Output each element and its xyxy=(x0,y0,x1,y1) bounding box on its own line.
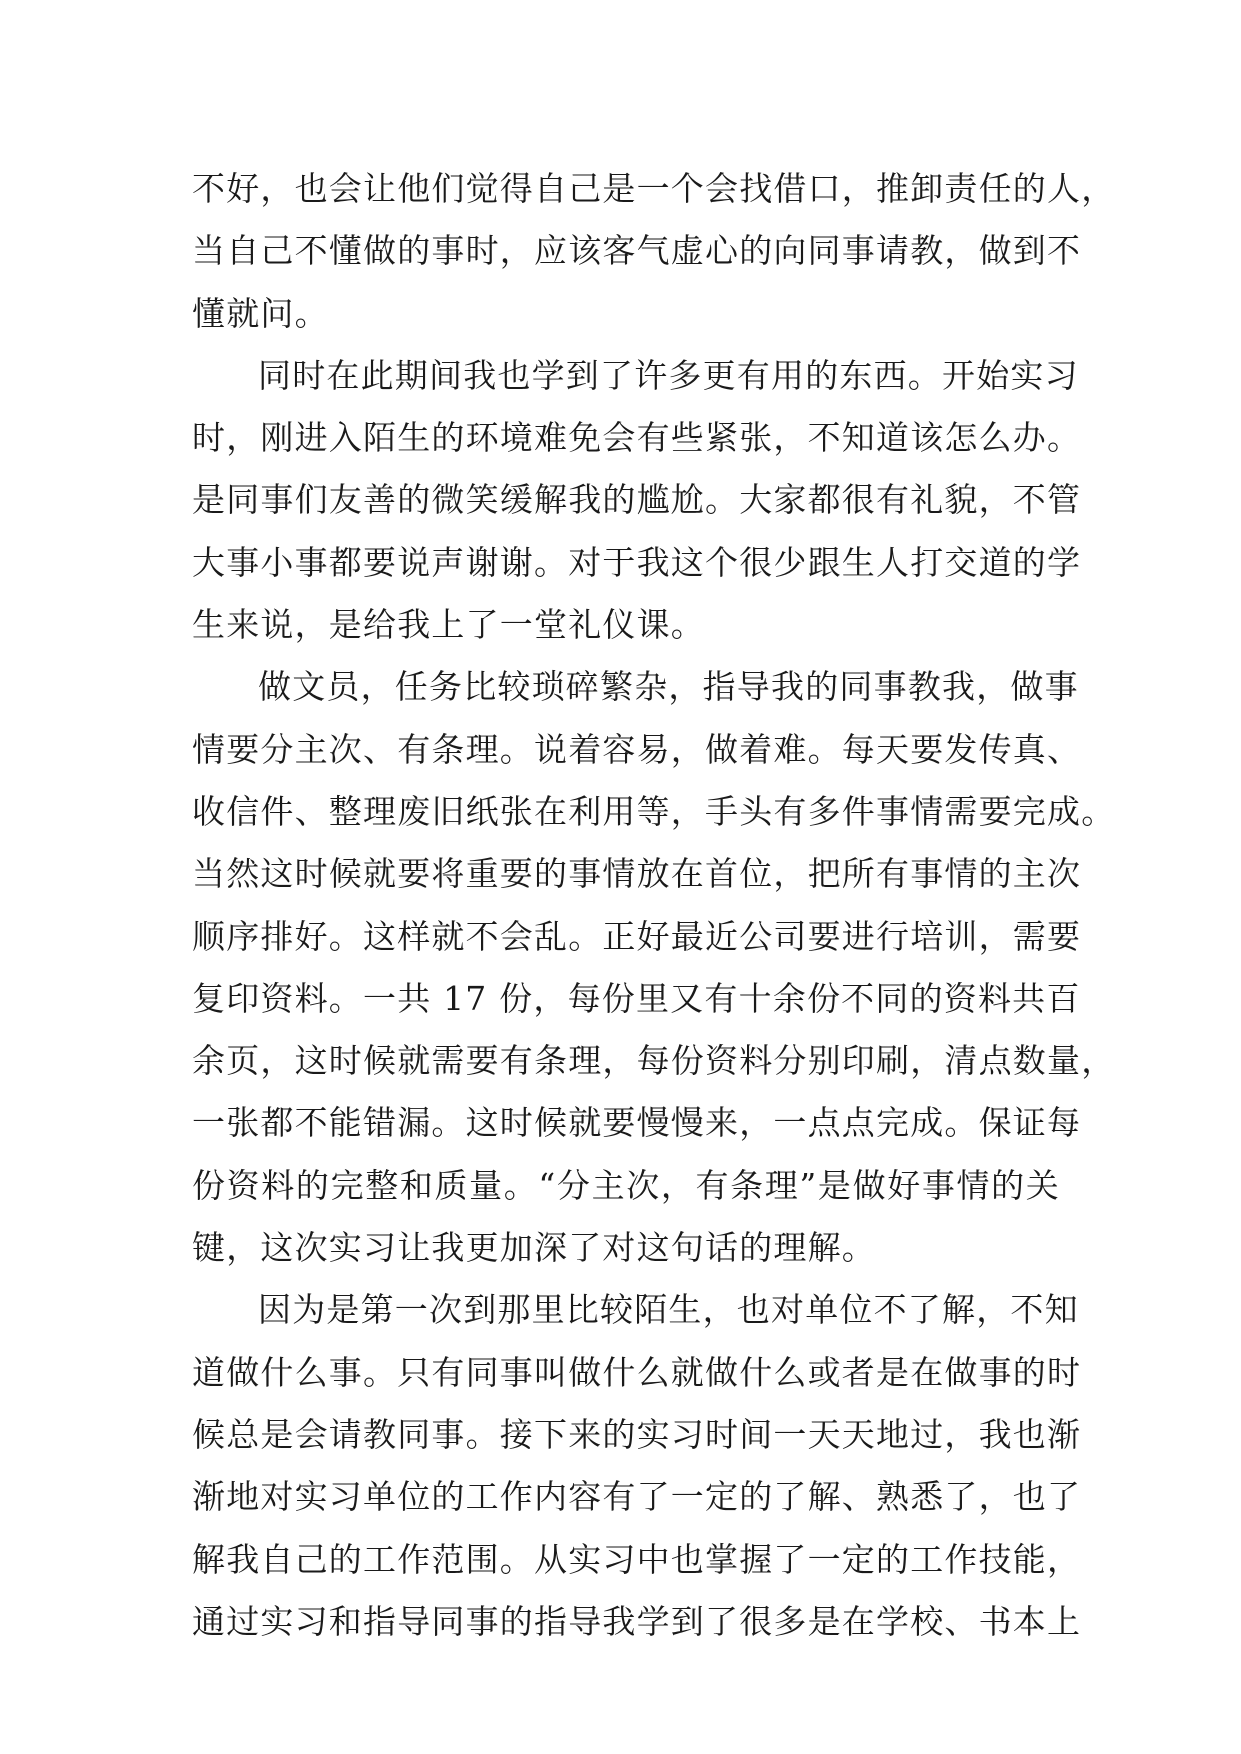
text-line: 顺序排好。这样就不会乱。正好最近公司要进行培训，需要 xyxy=(192,916,1082,956)
text-line: 当自己不懂做的事时，应该客气虚心的向同事请教，做到不 xyxy=(192,231,1082,271)
text-line: 不好，也会让他们觉得自己是一个会找借口，推卸责任的人， xyxy=(192,169,1116,208)
text-line: 份资料的完整和质量。“分主次，有条理”是做好事情的关 xyxy=(192,1165,1060,1205)
text-line: 道做什么事。只有同事叫做什么就做什么或者是在做事的时 xyxy=(192,1352,1082,1392)
text-line: 做文员，任务比较琐碎繁杂，指导我的同事教我，做事 xyxy=(258,667,1079,707)
text-line: 键，这次实习让我更加深了对这句话的理解。 xyxy=(192,1228,876,1268)
text-line: 同时在此期间我也学到了许多更有用的东西。开始实习 xyxy=(258,355,1079,395)
text-line: 生来说，是给我上了一堂礼仪课。 xyxy=(192,605,705,645)
text-line: 一张都不能错漏。这时候就要慢慢来，一点点完成。保证每 xyxy=(192,1103,1082,1143)
text-line: 收信件、整理废旧纸张在利用等，手头有多件事情需要完成。 xyxy=(192,791,1116,831)
text-line: 复印资料。一共 17 份，每份里又有十余份不同的资料共百 xyxy=(192,978,1081,1018)
text-line: 解我自己的工作范围。从实习中也掌握了一定的工作技能， xyxy=(192,1539,1082,1579)
text-line: 大事小事都要说声谢谢。对于我这个很少跟生人打交道的学 xyxy=(192,542,1082,582)
text-line: 懂就问。 xyxy=(192,293,329,333)
text-line: 时，刚进入陌生的环境难免会有些紧张，不知道该怎么办。 xyxy=(192,418,1082,458)
text-line: 候总是会请教同事。接下来的实习时间一天天地过，我也渐 xyxy=(192,1414,1082,1454)
text-line: 渐地对实习单位的工作内容有了一定的了解、熟悉了，也了 xyxy=(192,1477,1082,1517)
text-line: 通过实习和指导同事的指导我学到了很多是在学校、书本上 xyxy=(192,1601,1082,1641)
text-line: 是同事们友善的微笑缓解我的尴尬。大家都很有礼貌，不管 xyxy=(192,480,1082,520)
text-line: 因为是第一次到那里比较陌生，也对单位不了解，不知 xyxy=(258,1290,1079,1330)
body-text xyxy=(192,158,1116,1653)
text-line: 情要分主次、有条理。说着容易，做着难。每天要发传真、 xyxy=(192,729,1082,769)
text-line: 当然这时候就要将重要的事情放在首位，把所有事情的主次 xyxy=(192,854,1082,894)
text-line: 余页，这时候就需要有条理，每份资料分别印刷，清点数量， xyxy=(192,1041,1116,1081)
